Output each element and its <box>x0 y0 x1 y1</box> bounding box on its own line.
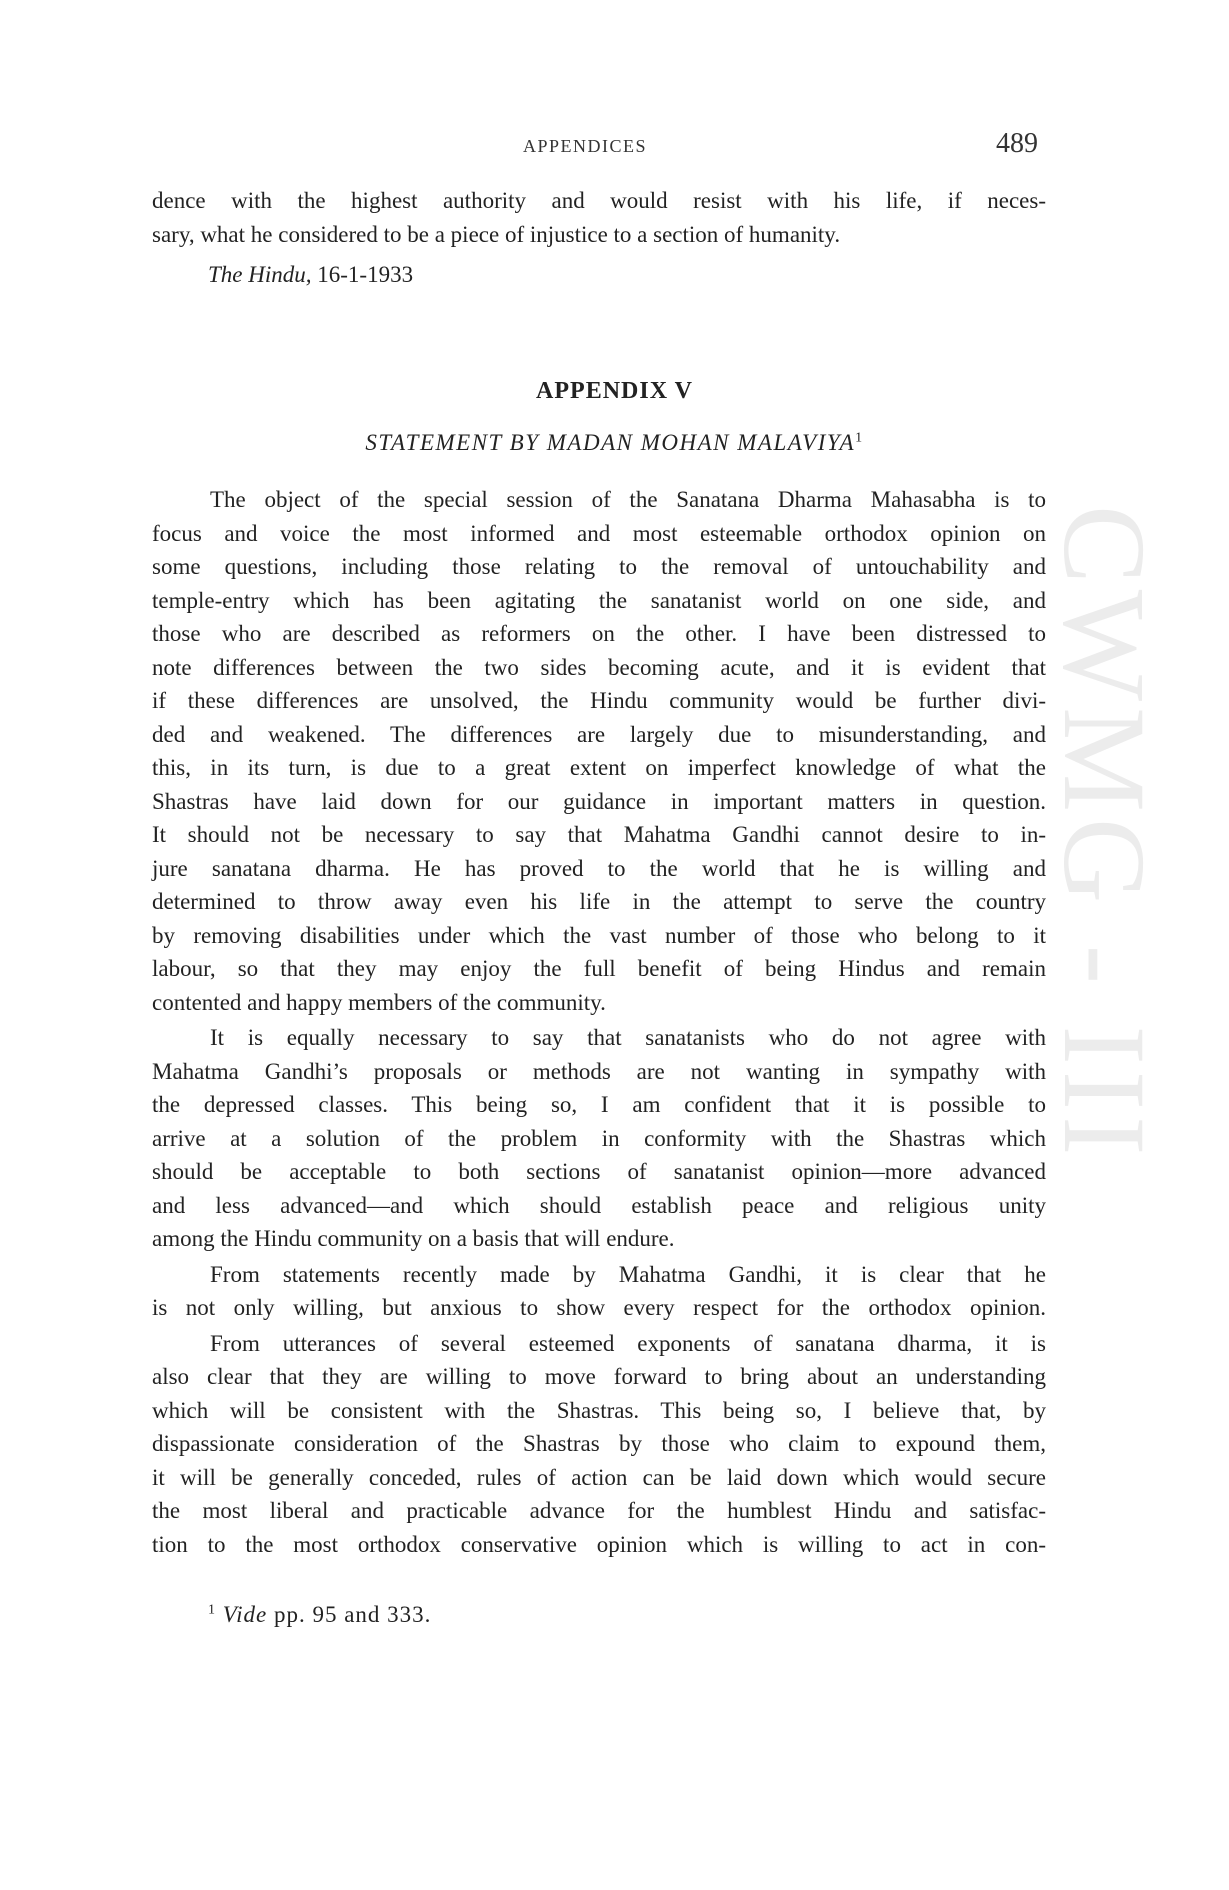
appendix-body <box>152 483 1046 1561</box>
text-line: dence with the highest authority and would resist with his life, if neces- <box>152 188 1046 213</box>
footnote <box>208 1602 431 1628</box>
text-line: contented and happy members of the community. <box>152 989 606 1015</box>
footnote-reference: 1 <box>855 430 864 446</box>
appendix-subtitle-text: STATEMENT BY MADAN MOHAN MALAVIYA <box>365 430 856 455</box>
paragraph-4 <box>152 1327 1046 1562</box>
text-line: some questions, including those relating to the removal of untouchability and <box>152 554 1046 579</box>
text-line: labour, so that they may enjoy the full benefit of being Hindus and remain <box>152 956 1046 981</box>
paragraph-3 <box>152 1258 1046 1325</box>
text-line: From utterances of several esteemed exponents of sanatana dharma, it is <box>210 1330 1046 1356</box>
text-line: ded and weakened. The differences are largely due to misunderstanding, and <box>152 721 1046 747</box>
watermark-text: CWMG - III <box>1039 505 1170 1162</box>
text-line: arrive at a solution of the problem in conformity with the Shastras which <box>152 1125 1046 1151</box>
text-line: if these differences are unsolved, the Hindu community would be further divi- <box>152 688 1046 713</box>
footnote-vide: Vide <box>222 1602 268 1627</box>
text-line: among the Hindu community on a basis that will endure. <box>152 1226 675 1251</box>
footnote-text: pp. 95 and 333. <box>273 1602 432 1627</box>
text-line: It should not be necessary to say that Mahatma Gandhi cannot desire to in- <box>152 822 1046 847</box>
text-line: it will be generally conceded, rules of action can be laid down which would secure <box>152 1464 1046 1490</box>
text-line: From statements recently made by Mahatma Gandhi, it is clear that he <box>210 1261 1046 1287</box>
paragraph-2 <box>152 1021 1046 1256</box>
text-line: determined to throw away even his life in the attempt to serve the country <box>152 889 1046 914</box>
paragraph-1 <box>152 483 1046 1019</box>
text-line: and less advanced—and which should establish peace and religious unity <box>152 1192 1046 1218</box>
source-citation <box>208 262 413 288</box>
text-line: Shastras have laid down for our guidance in important matters in question. <box>152 788 1046 814</box>
carryover-paragraph <box>152 184 1046 251</box>
source-title: The Hindu, <box>208 262 312 287</box>
text-line: note differences between the two sides becoming acute, and it is evident that <box>152 654 1046 680</box>
appendix-heading: APPENDIX V <box>536 378 693 404</box>
text-line: by removing disabilities under which the vast number of those who belong to it <box>152 922 1046 948</box>
appendix-subtitle <box>0 430 1229 456</box>
text-line: temple-entry which has been agitating the sanatanist world on one side, and <box>152 587 1046 613</box>
footnote-mark: 1 <box>208 1602 216 1618</box>
running-head: APPENDICES <box>523 136 648 156</box>
text-line: is not only willing, but anxious to show every respect for the orthodox opinion. <box>152 1295 1046 1320</box>
text-line: which will be consistent with the Shastras. This being so, I believe that, by <box>152 1397 1046 1423</box>
text-line: this, in its turn, is due to a great extent on imperfect knowledge of what the <box>152 755 1046 780</box>
text-line: the depressed classes. This being so, I am confident that it is possible to <box>152 1092 1046 1117</box>
text-line: tion to the most orthodox conservative opinion which is willing to act in con- <box>152 1531 1046 1557</box>
text-line: those who are described as reformers on the other. I have been distressed to <box>152 621 1046 646</box>
text-line: also clear that they are willing to move forward to bring about an understanding <box>152 1364 1046 1389</box>
text-line: Mahatma Gandhi’s proposals or methods are not wanting in sympathy with <box>152 1058 1046 1084</box>
text-line: jure sanatana dharma. He has proved to the world that he is willing and <box>152 855 1046 881</box>
text-line: focus and voice the most informed and most esteemable orthodox opinion on <box>152 520 1046 546</box>
text-line: the most liberal and practicable advance for the humblest Hindu and satisfac- <box>152 1498 1046 1523</box>
watermark <box>1039 505 1192 1405</box>
text-line: It is equally necessary to say that sanatanists who do not agree with <box>210 1025 1046 1050</box>
text-line: dispassionate consideration of the Shastras by those who claim to expound them, <box>152 1431 1046 1456</box>
source-date: 16-1-1933 <box>317 262 414 287</box>
page-number: 489 <box>996 128 1038 159</box>
text-line: should be acceptable to both sections of sanatanist opinion—more advanced <box>152 1159 1046 1184</box>
text-line: sary, what he considered to be a piece of injustice to a section of humanity. <box>152 221 841 247</box>
text-line: The object of the special session of the Sanatana Dharma Mahasabha is to <box>210 487 1046 512</box>
